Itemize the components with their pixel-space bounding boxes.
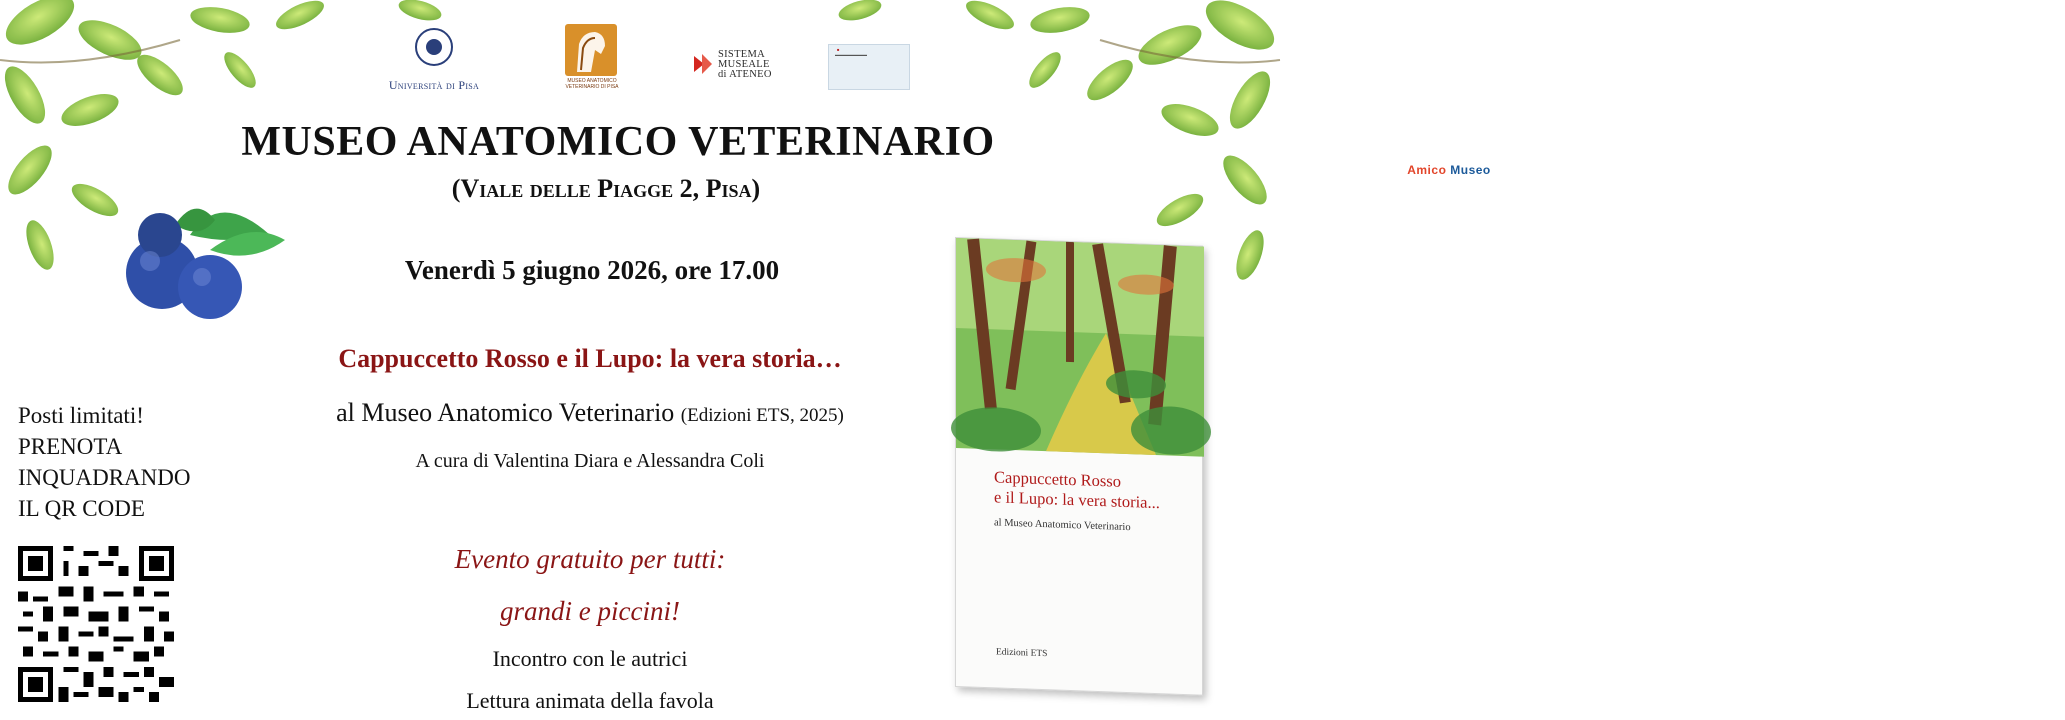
- book-cover-title: [994, 467, 1160, 513]
- page-title: MUSEO ANATOMICO VETERINARIO: [241, 119, 995, 165]
- amico-museo-title-b: Museo: [1450, 163, 1491, 177]
- unipi-seal-icon: [415, 28, 453, 66]
- book-cover: [955, 237, 1205, 687]
- booking-line-3: INQUADRANDO: [18, 465, 191, 490]
- sma-line-2: MUSEALE: [718, 59, 770, 70]
- sma-line-1: SISTEMA: [718, 49, 766, 60]
- amico-museo-logo: [828, 44, 1491, 177]
- book-cover-title-line-1: Cappuccetto Rosso: [994, 467, 1121, 491]
- sistema-museale-logo: [692, 50, 784, 84]
- museo-logo-text: MUSEO ANATOMICO VETERINARIO DI PISA: [565, 78, 619, 90]
- museum-line-text: al Museo Anatomico Veterinario: [336, 398, 675, 427]
- booking-line-1: Posti limitati!: [18, 403, 144, 428]
- qr-code[interactable]: [18, 546, 174, 702]
- address: (Viale delle Piagge 2, Pisa): [451, 174, 761, 203]
- animated-reading: Lettura animata della favola: [466, 688, 714, 713]
- unipi-name: Università di Pisa: [388, 78, 480, 92]
- event-date: Venerdì 5 giugno 2026, ore 17.00: [404, 255, 780, 285]
- curators: A cura di Valentina Diara e Alessandra Coli: [415, 450, 765, 472]
- sma-line-3: di ATENEO: [718, 69, 772, 80]
- amico-museo-stripes: ▬▬▬▬▬▬▬▬: [835, 52, 867, 57]
- book-title: Cappuccetto Rosso e il Lupo: la vera storia…: [338, 344, 842, 373]
- forest-illustration-icon: [956, 238, 1204, 457]
- book-cover-title-line-2: e il Lupo: la vera storia...: [994, 487, 1160, 513]
- free-event-line-2: grandi e piccini!: [500, 596, 680, 626]
- logo-bar: [0, 22, 1491, 177]
- museo-logo: [565, 24, 619, 92]
- booking-info: [18, 400, 191, 524]
- unipi-logo: [378, 28, 490, 100]
- book-cover-publisher: Edizioni ETS: [996, 647, 1048, 660]
- edition-text: (Edizioni ETS, 2025): [680, 405, 844, 426]
- booking-line-2: PRENOTA: [18, 434, 123, 459]
- horse-head-icon: [565, 24, 617, 76]
- sistema-museale-mark-icon: [692, 52, 714, 76]
- book-cover-page: [955, 237, 1203, 696]
- amico-museo-title-a: Amico: [1407, 163, 1447, 177]
- book-cover-subtitle: al Museo Anatomico Veterinario: [994, 517, 1131, 534]
- meet-authors: Incontro con le autrici: [492, 646, 688, 671]
- amico-museo-mark-icon: ■: [837, 47, 840, 52]
- free-event-line-1: Evento gratuito per tutti:: [454, 544, 726, 574]
- booking-line-4: IL QR CODE: [18, 496, 145, 521]
